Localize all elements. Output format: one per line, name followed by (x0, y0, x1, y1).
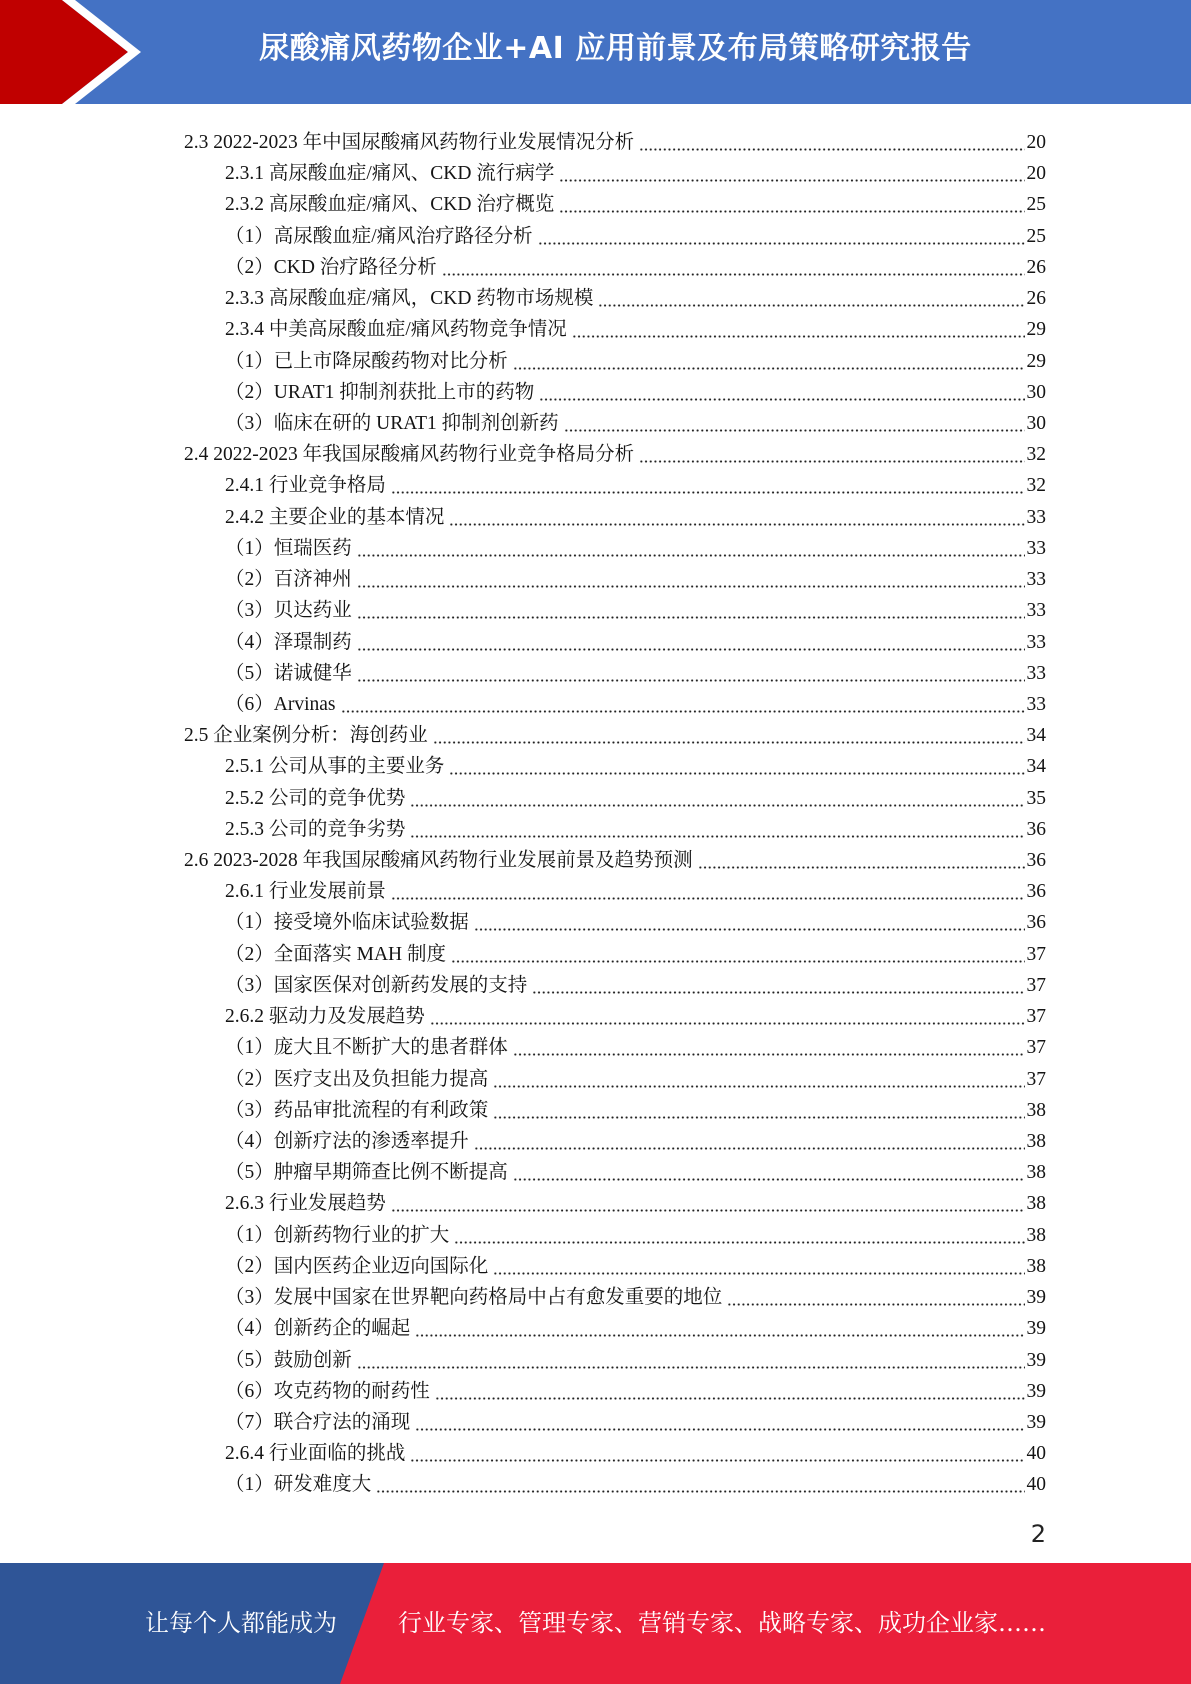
toc-entry[interactable] (184, 127, 1046, 158)
toc-entry-title: （2）全面落实 MAH 制度 (225, 943, 447, 965)
dot-leader (433, 720, 1025, 751)
toc-entry-page-number: 29 (1026, 319, 1046, 341)
toc-entry-title: 2.3 2022-2023 年中国尿酸痛风药物行业发展情况分析 (184, 132, 635, 153)
toc-entry-page-number: 30 (1026, 381, 1046, 403)
toc-entry[interactable] (184, 502, 1046, 533)
toc-entry-title: （3）临床在研的 URAT1 抑制剂创新药 (225, 412, 559, 434)
dot-leader (559, 189, 1024, 220)
toc-entry-page-number: 39 (1026, 1411, 1046, 1433)
dot-leader (357, 627, 1025, 658)
toc-entry-title: 2.5 企业案例分析：海创药业 (184, 725, 428, 747)
toc-entry-page-number: 36 (1026, 881, 1046, 903)
toc-entry[interactable] (184, 751, 1046, 782)
toc-entry[interactable] (184, 1438, 1046, 1469)
table-of-contents (184, 127, 1046, 1501)
toc-entry-page-number: 37 (1026, 1068, 1046, 1090)
dot-leader (357, 658, 1025, 689)
dot-leader (493, 1095, 1024, 1126)
toc-entry[interactable] (184, 252, 1046, 283)
toc-entry-title: （4）创新药企的崛起 (225, 1318, 411, 1340)
toc-entry-page-number: 37 (1026, 943, 1046, 965)
toc-entry-title: （6）Arvinas (225, 693, 336, 715)
toc-entry-title: 2.5.2 公司的竞争优势 (225, 787, 406, 809)
toc-entry-title: 2.6.1 行业发展前景 (225, 881, 386, 903)
dot-leader (538, 221, 1025, 252)
toc-entry-page-number: 38 (1026, 1162, 1046, 1184)
toc-entry-title: 2.6 2023-2028 年我国尿酸痛风药物行业发展前景及趋势预测 (184, 850, 693, 872)
footer-banner (0, 1563, 1191, 1684)
dot-leader (430, 1001, 1025, 1032)
toc-entry[interactable] (184, 1407, 1046, 1438)
toc-entry[interactable] (184, 1376, 1046, 1407)
toc-entry-page-number: 37 (1026, 1006, 1046, 1028)
toc-entry-title: （2）URAT1 抑制剂获批上市的药物 (225, 381, 535, 403)
dot-leader (391, 470, 1025, 501)
footer-slogan-left: 让每个人都能成为 (145, 1609, 337, 1637)
toc-entry[interactable] (184, 158, 1046, 189)
toc-entry[interactable] (184, 1220, 1046, 1251)
toc-entry-page-number: 33 (1026, 537, 1046, 559)
dot-leader (532, 970, 1024, 1001)
dot-leader (564, 408, 1025, 439)
toc-entry[interactable] (184, 970, 1046, 1001)
dot-leader (454, 1220, 1024, 1251)
toc-entry-title: 2.6.3 行业发展趋势 (225, 1193, 386, 1215)
toc-entry[interactable] (184, 1157, 1046, 1188)
toc-entry-page-number: 38 (1026, 1099, 1046, 1121)
toc-entry[interactable] (184, 939, 1046, 970)
toc-entry-page-number: 39 (1026, 1318, 1046, 1340)
toc-entry-page-number: 20 (1026, 132, 1046, 153)
toc-entry-page-number: 40 (1026, 1474, 1046, 1496)
toc-entry[interactable] (184, 814, 1046, 845)
toc-entry-title: 2.3.2 高尿酸血症/痛风、CKD 治疗概览 (225, 194, 555, 216)
toc-entry[interactable] (184, 221, 1046, 252)
toc-entry-title: （3）发展中国家在世界靶向药格局中占有愈发重要的地位 (225, 1287, 723, 1309)
toc-entry-title: （1）已上市降尿酸药物对比分析 (225, 350, 508, 372)
dot-leader (572, 314, 1025, 345)
toc-entry-title: （1）高尿酸血症/痛风治疗路径分析 (225, 225, 533, 247)
toc-entry[interactable] (184, 595, 1046, 626)
toc-entry-title: 2.3.1 高尿酸血症/痛风、CKD 流行病学 (225, 163, 555, 185)
toc-entry[interactable] (184, 408, 1046, 439)
dot-leader (639, 439, 1024, 470)
toc-entry-page-number: 34 (1026, 725, 1046, 747)
toc-entry-title: （2）百济神州 (225, 569, 352, 591)
toc-entry[interactable] (184, 783, 1046, 814)
toc-entry[interactable] (184, 1126, 1046, 1157)
toc-entry-page-number: 26 (1026, 256, 1046, 278)
toc-entry-page-number: 36 (1026, 912, 1046, 934)
toc-entry-page-number: 38 (1026, 1131, 1046, 1152)
toc-entry[interactable] (184, 876, 1046, 907)
dot-leader (639, 127, 1024, 158)
toc-entry-title: 2.6.4 行业面临的挑战 (225, 1443, 406, 1465)
dot-leader (357, 564, 1025, 595)
toc-entry-title: （4）创新疗法的渗透率提升 (225, 1131, 469, 1152)
report-title: 尿酸痛风药物企业+AI 应用前景及布局策略研究报告 (259, 31, 972, 66)
toc-entry-title: （1）创新药物行业的扩大 (225, 1224, 450, 1246)
toc-entry[interactable] (184, 689, 1046, 720)
toc-entry[interactable] (184, 720, 1046, 751)
dot-leader (410, 814, 1024, 845)
toc-entry-title: （2）CKD 治疗路径分析 (225, 256, 437, 278)
toc-entry-page-number: 26 (1026, 288, 1046, 310)
toc-entry[interactable] (184, 189, 1046, 220)
toc-entry-page-number: 32 (1026, 475, 1046, 497)
toc-entry-title: （3）国家医保对创新药发展的支持 (225, 974, 528, 996)
dot-leader (451, 939, 1024, 970)
toc-entry-page-number: 25 (1026, 194, 1046, 216)
toc-entry[interactable] (184, 1345, 1046, 1376)
toc-entry[interactable] (184, 1064, 1046, 1095)
toc-entry-page-number: 39 (1026, 1287, 1046, 1309)
toc-entry-page-number: 33 (1026, 693, 1046, 715)
toc-entry-title: （3）贝达药业 (225, 600, 352, 622)
toc-entry-page-number: 37 (1026, 1037, 1046, 1059)
toc-entry-title: （5）肿瘤早期筛查比例不断提高 (225, 1162, 508, 1184)
toc-entry[interactable] (184, 564, 1046, 595)
toc-entry-title: （7）联合疗法的涌现 (225, 1411, 411, 1433)
toc-entry-title: （1）恒瑞医药 (225, 537, 352, 559)
dot-leader (598, 283, 1024, 314)
toc-entry-title: 2.3.3 高尿酸血症/痛风，CKD 药物市场规模 (225, 288, 594, 310)
dot-leader (493, 1064, 1024, 1095)
toc-entry[interactable] (184, 439, 1046, 470)
toc-entry-page-number: 35 (1026, 787, 1046, 809)
dot-leader (449, 751, 1024, 782)
dot-leader (391, 1188, 1025, 1219)
dot-leader (442, 252, 1025, 283)
dot-leader (357, 1345, 1025, 1376)
toc-entry-page-number: 33 (1026, 631, 1046, 653)
dot-leader (357, 595, 1025, 626)
dot-leader (539, 377, 1024, 408)
page-number: 2 (1030, 1520, 1046, 1548)
header-banner (0, 0, 1191, 104)
toc-entry-title: （3）药品审批流程的有利政策 (225, 1099, 489, 1121)
dot-leader (376, 1469, 1024, 1500)
dot-leader (415, 1313, 1024, 1344)
toc-entry-title: （6）攻克药物的耐药性 (225, 1380, 430, 1402)
footer-slogan-right: 行业专家、管理专家、营销专家、战略专家、成功企业家…… (398, 1609, 1046, 1637)
toc-entry[interactable] (184, 533, 1046, 564)
dot-leader (698, 845, 1025, 876)
toc-entry-page-number: 37 (1026, 974, 1046, 996)
toc-entry-page-number: 40 (1026, 1443, 1046, 1465)
toc-entry-title: 2.4.2 主要企业的基本情况 (225, 506, 445, 528)
dot-leader (391, 876, 1025, 907)
toc-entry[interactable] (184, 1095, 1046, 1126)
toc-entry-title: （5）诺诚健华 (225, 662, 352, 684)
toc-entry-title: 2.6.2 驱动力及发展趋势 (225, 1006, 425, 1028)
toc-entry-page-number: 29 (1026, 350, 1046, 372)
toc-entry-title: （1）研发难度大 (225, 1474, 372, 1496)
toc-entry[interactable] (184, 377, 1046, 408)
toc-entry-title: 2.3.4 中美高尿酸血症/痛风药物竞争情况 (225, 319, 567, 341)
dot-leader (410, 783, 1024, 814)
toc-entry-title: （1）庞大且不断扩大的患者群体 (225, 1037, 508, 1059)
toc-entry-page-number: 33 (1026, 662, 1046, 684)
toc-entry-page-number: 38 (1026, 1224, 1046, 1246)
toc-entry-title: 2.4.1 行业竞争格局 (225, 475, 386, 497)
toc-entry-page-number: 38 (1026, 1255, 1046, 1277)
toc-entry-page-number: 34 (1026, 756, 1046, 778)
dot-leader (435, 1376, 1025, 1407)
toc-entry-page-number: 36 (1026, 850, 1046, 872)
toc-entry-page-number: 33 (1026, 600, 1046, 622)
toc-entry-title: （5）鼓励创新 (225, 1349, 352, 1371)
toc-entry-page-number: 36 (1026, 818, 1046, 840)
dot-leader (474, 1126, 1025, 1157)
toc-entry-title: （4）泽璟制药 (225, 631, 352, 653)
toc-entry[interactable] (184, 845, 1046, 876)
toc-entry-page-number: 38 (1026, 1193, 1046, 1215)
toc-entry[interactable] (184, 346, 1046, 377)
dot-leader (341, 689, 1025, 720)
toc-entry-page-number: 33 (1026, 506, 1046, 528)
toc-entry-title: （2）国内医药企业迈向国际化 (225, 1255, 489, 1277)
toc-entry[interactable] (184, 1313, 1046, 1344)
dot-leader (727, 1282, 1024, 1313)
toc-entry-page-number: 20 (1026, 163, 1046, 185)
toc-entry[interactable] (184, 1251, 1046, 1282)
dot-leader (410, 1438, 1024, 1469)
toc-entry-page-number: 33 (1026, 569, 1046, 591)
toc-entry[interactable] (184, 1001, 1046, 1032)
toc-entry-page-number: 39 (1026, 1349, 1046, 1371)
dot-leader (513, 346, 1025, 377)
dot-leader (357, 533, 1025, 564)
toc-entry-page-number: 39 (1026, 1380, 1046, 1402)
dot-leader (449, 502, 1024, 533)
toc-entry-title: （1）接受境外临床试验数据 (225, 912, 469, 934)
toc-entry[interactable] (184, 470, 1046, 501)
dot-leader (513, 1032, 1025, 1063)
toc-entry[interactable] (184, 658, 1046, 689)
toc-entry[interactable] (184, 627, 1046, 658)
dot-leader (493, 1251, 1024, 1282)
toc-entry-title: 2.5.1 公司从事的主要业务 (225, 756, 445, 778)
toc-entry-page-number: 32 (1026, 444, 1046, 466)
dot-leader (474, 907, 1025, 938)
toc-entry-title: （2）医疗支出及负担能力提高 (225, 1068, 489, 1090)
dot-leader (415, 1407, 1024, 1438)
dot-leader (559, 158, 1024, 189)
toc-entry-title: 2.5.3 公司的竞争劣势 (225, 818, 406, 840)
toc-entry[interactable] (184, 314, 1046, 345)
toc-entry[interactable] (184, 283, 1046, 314)
toc-entry[interactable] (184, 1282, 1046, 1313)
dot-leader (513, 1157, 1025, 1188)
toc-entry-title: 2.4 2022-2023 年我国尿酸痛风药物行业竞争格局分析 (184, 444, 635, 466)
toc-entry[interactable] (184, 1032, 1046, 1063)
toc-entry[interactable] (184, 1188, 1046, 1219)
toc-entry-page-number: 30 (1026, 412, 1046, 434)
toc-entry[interactable] (184, 1469, 1046, 1500)
toc-entry[interactable] (184, 907, 1046, 938)
toc-entry-page-number: 25 (1026, 225, 1046, 247)
